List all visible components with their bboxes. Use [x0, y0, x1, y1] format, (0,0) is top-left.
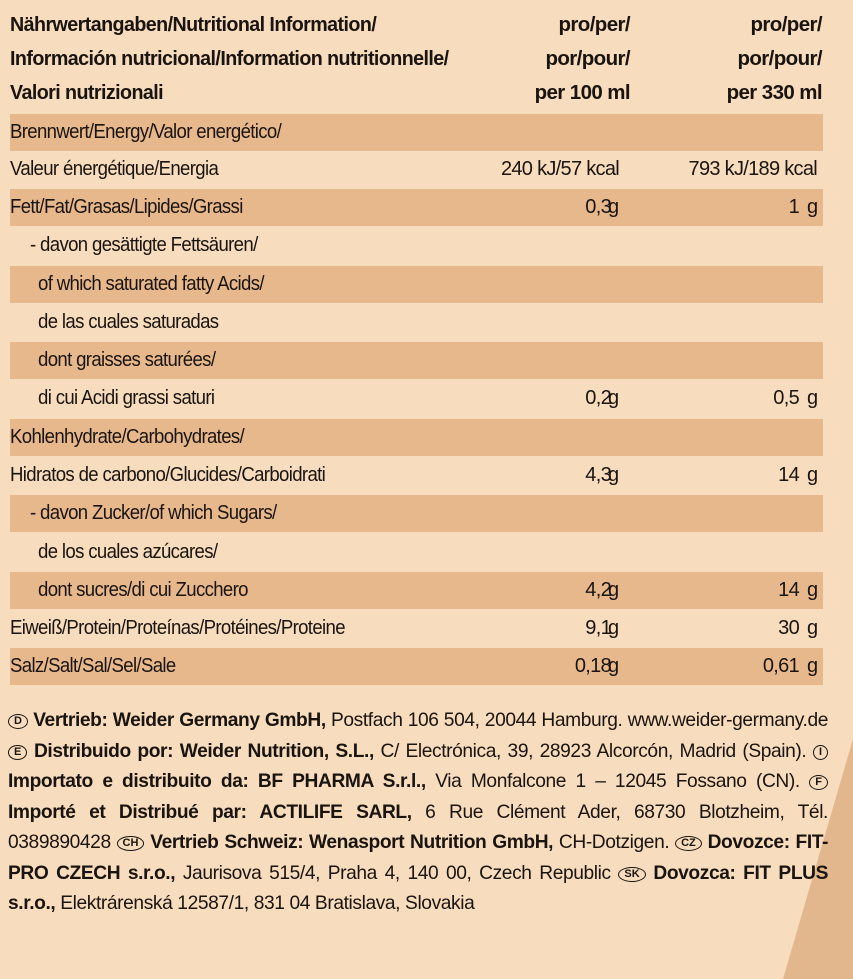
row-label: Kohlenhydrate/Carbohydrates/ [10, 426, 245, 448]
distributor-ch: Vertrieb Schweiz: Wenasport Nutrition GmbH, [150, 832, 554, 853]
distributor-cz: Dovozce: FIT-PRO CZECH s.r.o., [8, 832, 829, 884]
row-label: - davon Zucker/of which Sugars/ [30, 502, 277, 524]
row-label: de los cuales azúcares/ [38, 541, 218, 563]
value-per-330ml: 14 [778, 464, 799, 486]
row-label: Fett/Fat/Grasas/Lipides/Grassi [10, 196, 243, 218]
header-col2-line: pro/per/ [750, 13, 822, 36]
distributor-ch-address: CH-Dotzigen. [553, 832, 676, 853]
row-label: dont sucres/di cui Zucchero [38, 579, 248, 601]
value-per-330ml: 0,61 [762, 655, 799, 677]
row-label: of which saturated fatty Acids/ [38, 273, 264, 295]
unit-per-100ml: g [608, 617, 619, 639]
unit-per-100ml: g [608, 464, 619, 486]
distributor-sk-address: Elektrárenská 12587/1, 831 04 Bratislava, Slovakia [55, 893, 475, 914]
value-per-100ml: 0,3 [585, 196, 611, 218]
value-per-100ml: 0,18 [574, 655, 611, 677]
table-row [10, 457, 823, 494]
value-per-330ml: 14 [778, 579, 799, 601]
table-row [10, 534, 823, 571]
header-col1-line: por/pour/ [545, 47, 630, 70]
unit-per-330ml: g [807, 464, 818, 486]
country-badge-sk: SK [618, 867, 645, 882]
header-per-330ml [610, 8, 822, 110]
table-header [10, 8, 822, 114]
value-per-100ml: 240 kJ/57 kcal [500, 158, 619, 180]
country-badge-ch: CH [117, 836, 145, 851]
table-row [10, 648, 823, 685]
header-col2-line: por/pour/ [737, 47, 822, 70]
value-per-330ml: 1 [788, 196, 799, 218]
header-title-line: Información nutricional/Information nutritionnelle/ [10, 47, 449, 70]
distributor-fr-address: 6 Rue Clément Ader, 68730 Blotzheim, Tél. 0389890428 [8, 801, 828, 853]
distributor-info [8, 706, 828, 920]
table-row [10, 114, 823, 151]
country-badge-d: D [8, 714, 28, 729]
unit-per-100ml: g [608, 196, 619, 218]
distributor-it-address: Via Monfalcone 1 – 12045 Fossano (CN). [425, 771, 810, 792]
table-row [10, 189, 823, 226]
distributor-it: Importato e distribuito da: BF PHARMA S.r.l., [8, 771, 426, 792]
unit-per-330ml: g [807, 579, 818, 601]
distributor-de-address: Postfach 106 504, 20044 Hamburg. www.weider-germany.de [325, 710, 828, 731]
table-row [10, 151, 823, 188]
table-row [10, 227, 823, 264]
row-label: - davon gesättigte Fettsäuren/ [30, 234, 258, 256]
row-label: Hidratos de carbono/Glucides/Carboidrati [10, 464, 326, 486]
distributor-fr: Importé et Distribué par: ACTILIFE SARL, [8, 801, 412, 823]
value-per-100ml: 0,2 [585, 387, 611, 409]
unit-per-330ml: g [807, 387, 818, 409]
header-col2-line: per 330 ml [726, 81, 822, 104]
distributor-es: Distribuido por: Weider Nutrition, S.L., [33, 740, 374, 762]
header-col1-line: per 100 ml [534, 81, 630, 104]
unit-per-100ml: g [608, 387, 619, 409]
row-label: Eiweiß/Protein/Proteínas/Protéines/Proteine [10, 617, 345, 639]
row-label: de las cuales saturadas [38, 311, 219, 333]
table-row [10, 266, 823, 303]
header-per-100ml [430, 8, 630, 110]
distributor-es-address: C/ Electrónica, 39, 28923 Alcorcón, Madrid (Spain). [373, 740, 813, 762]
value-per-330ml: 793 kJ/189 kcal [688, 158, 817, 180]
row-label: Salz/Salt/Sal/Sel/Sale [10, 655, 176, 677]
row-label: Valeur énergétique/Energia [10, 158, 219, 180]
country-badge-i: I [813, 745, 828, 760]
header-title-line: Nährwertangaben/Nutritional Information/ [10, 13, 377, 36]
header-title-line: Valori nutrizionali [10, 81, 164, 104]
unit-per-330ml: g [807, 196, 818, 218]
unit-per-100ml: g [608, 579, 619, 601]
row-label: dont graisses saturées/ [38, 349, 216, 371]
header-title [10, 8, 449, 110]
header-col1-line: pro/per/ [558, 13, 630, 36]
table-row [10, 495, 823, 532]
row-label: di cui Acidi grassi saturi [38, 387, 215, 409]
value-per-330ml: 0,5 [773, 387, 799, 409]
table-row [10, 419, 823, 456]
country-badge-f: F [809, 775, 828, 790]
unit-per-330ml: g [807, 617, 818, 639]
row-label: Brennwert/Energy/Valor energético/ [10, 121, 282, 143]
table-row [10, 342, 823, 379]
country-badge-e: E [8, 745, 27, 760]
value-per-330ml: 30 [778, 617, 799, 639]
value-per-100ml: 4,3 [585, 464, 611, 486]
distributor-de: Vertrieb: Weider Germany GmbH, [33, 710, 326, 731]
unit-per-330ml: g [807, 655, 818, 677]
country-badge-cz: CZ [675, 836, 702, 851]
distributor-sk: Dovozca: FIT PLUS s.r.o., [8, 862, 828, 914]
distributor-cz-address: Jaurisova 515/4, Praha 4, 140 00, Czech Republic [175, 862, 619, 884]
table-row [10, 610, 823, 647]
value-per-100ml: 9,1 [585, 617, 611, 639]
value-per-100ml: 4,2 [585, 579, 611, 601]
unit-per-100ml: g [608, 655, 619, 677]
table-row [10, 572, 823, 609]
table-row [10, 304, 823, 341]
table-row [10, 380, 823, 417]
